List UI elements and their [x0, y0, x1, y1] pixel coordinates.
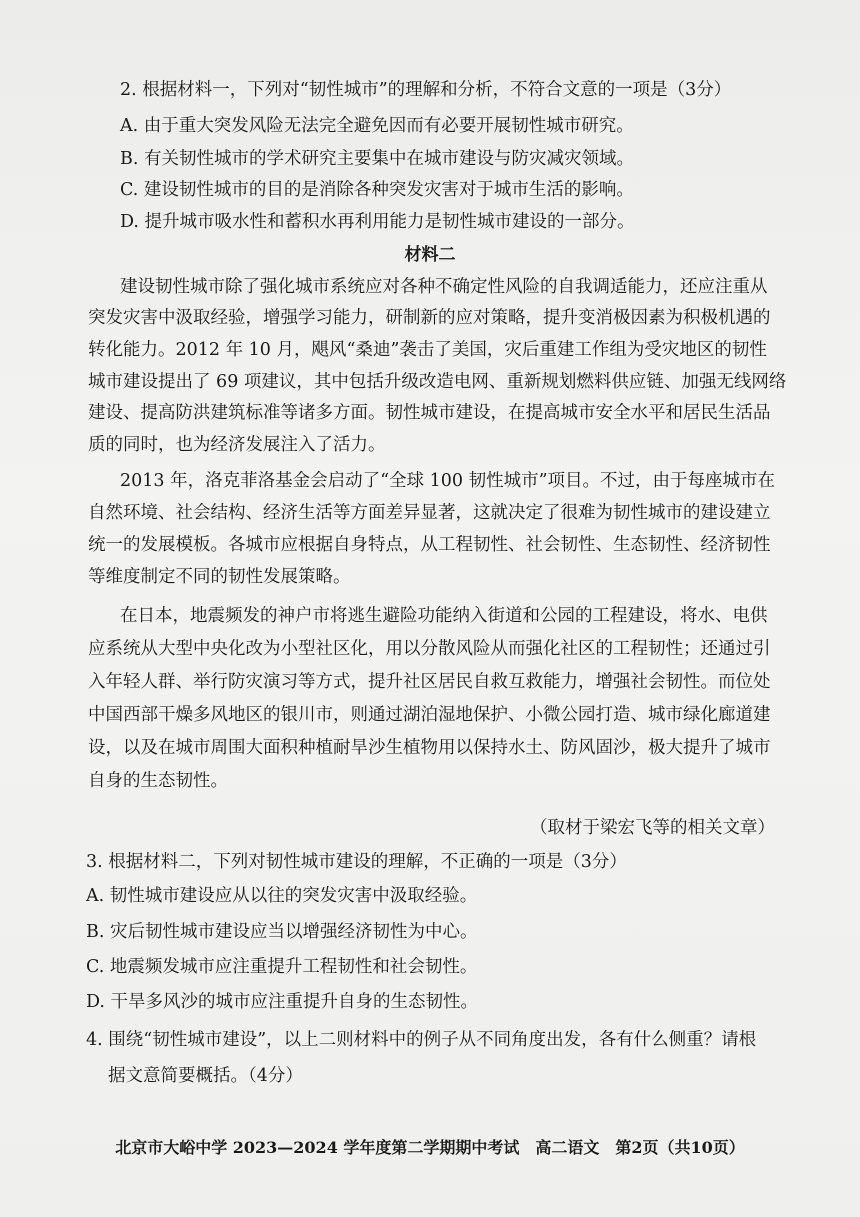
paragraph-line: 设，以及在城市周围大面积种植耐旱沙生植物用以保持水土、防风固沙，极大提升了城市	[88, 738, 771, 758]
paragraph-line: 突发灾害中汲取经验，增强学习能力，研制新的应对策略，提升变消极因素为积极机遇的	[88, 308, 771, 328]
q3-option-d: D. 干旱多风沙的城市应注重提升自身的生态韧性。	[86, 992, 479, 1012]
q3-stem: 3. 根据材料二，下列对韧性城市建设的理解，不正确的一项是（3分）	[86, 852, 627, 872]
material2-heading: 材料二	[404, 245, 456, 265]
paragraph-line: 等维度制定不同的韧性发展策略。	[88, 567, 351, 587]
paragraph-line: 转化能力。2012 年 10 月，飓风“桑迪”袭击了美国，灾后重建工作组为受灾地区的韧性	[88, 340, 767, 360]
paragraph-line: 城市建设提出了 69 项建议，其中包括升级改造电网、重新规划燃料供应链、加强无线网络	[88, 372, 787, 392]
q2-option-a: A. 由于重大突发风险无法完全避免因而有必要开展韧性城市研究。	[120, 116, 634, 136]
q2-option-c: C. 建设韧性城市的目的是消除各种突发灾害对于城市生活的影响。	[120, 180, 634, 200]
q3-option-a: A. 韧性城市建设应从以往的突发灾害中汲取经验。	[86, 886, 478, 906]
paragraph-line: 建设韧性城市除了强化城市系统应对各种不确定性风险的自我调适能力，还应注重从	[120, 277, 768, 297]
paragraph-line: 自然环境、社会结构、经济生活等方面差异显著，这就决定了很难为韧性城市的建设建立	[88, 503, 771, 523]
page-footer: 北京市大峪中学 2023—2024 学年度第二学期期中考试 高二语文 第2页（共10页）	[115, 1138, 745, 1157]
q4-stem-line1: 4. 围绕“韧性城市建设”，以上二则材料中的例子从不同角度出发，各有什么侧重？请根	[86, 1030, 757, 1050]
paragraph-line: 质的同时，也为经济发展注入了活力。	[88, 435, 386, 455]
paragraph-line: 应系统从大型中央化改为小型社区化，用以分散风险从而强化社区的工程韧性；还通过引	[88, 639, 771, 659]
q2-option-b: B. 有关韧性城市的学术研究主要集中在城市建设与防灾减灾领域。	[120, 149, 634, 169]
paragraph-line: 自身的生态韧性。	[88, 771, 228, 791]
paragraph-line: 入年轻人群、举行防灾演习等方式，提升社区居民自救互救能力，增强社会韧性。而位处	[88, 672, 771, 692]
paragraph-line: 建设、提高防洪建筑标准等诸多方面。韧性城市建设，在提高城市安全水平和居民生活品	[88, 403, 771, 423]
q3-option-c: C. 地震频发城市应注重提升工程韧性和社会韧性。	[86, 957, 478, 977]
q2-option-d: D. 提升城市吸水性和蓄积水再利用能力是韧性城市建设的一部分。	[120, 212, 635, 232]
paragraph-line: 统一的发展模板。各城市应根据自身特点，从工程韧性、社会韧性、生态韧性、经济韧性	[88, 535, 771, 555]
paragraph-line: 2013 年，洛克菲洛基金会启动了“全球 100 韧性城市”项目。不过，由于每座城市在	[120, 471, 776, 491]
q3-option-b: B. 灾后韧性城市建设应当以增强经济韧性为中心。	[86, 922, 478, 942]
paragraph-line: 在日本，地震频发的神户市将逃生避险功能纳入街道和公园的工程建设，将水、电供	[120, 606, 768, 626]
q4-stem-line2: 据文意简要概括。（4分）	[108, 1066, 303, 1086]
paragraph-line: 中国西部干燥多风地区的银川市，则通过湖泊湿地保护、小微公园打造、城市绿化廊道建	[88, 705, 771, 725]
q2-stem: 2. 根据材料一，下列对“韧性城市”的理解和分析，不符合文意的一项是（3分）	[120, 80, 732, 100]
source-citation: （取材于梁宏飞等的相关文章）	[530, 818, 775, 838]
